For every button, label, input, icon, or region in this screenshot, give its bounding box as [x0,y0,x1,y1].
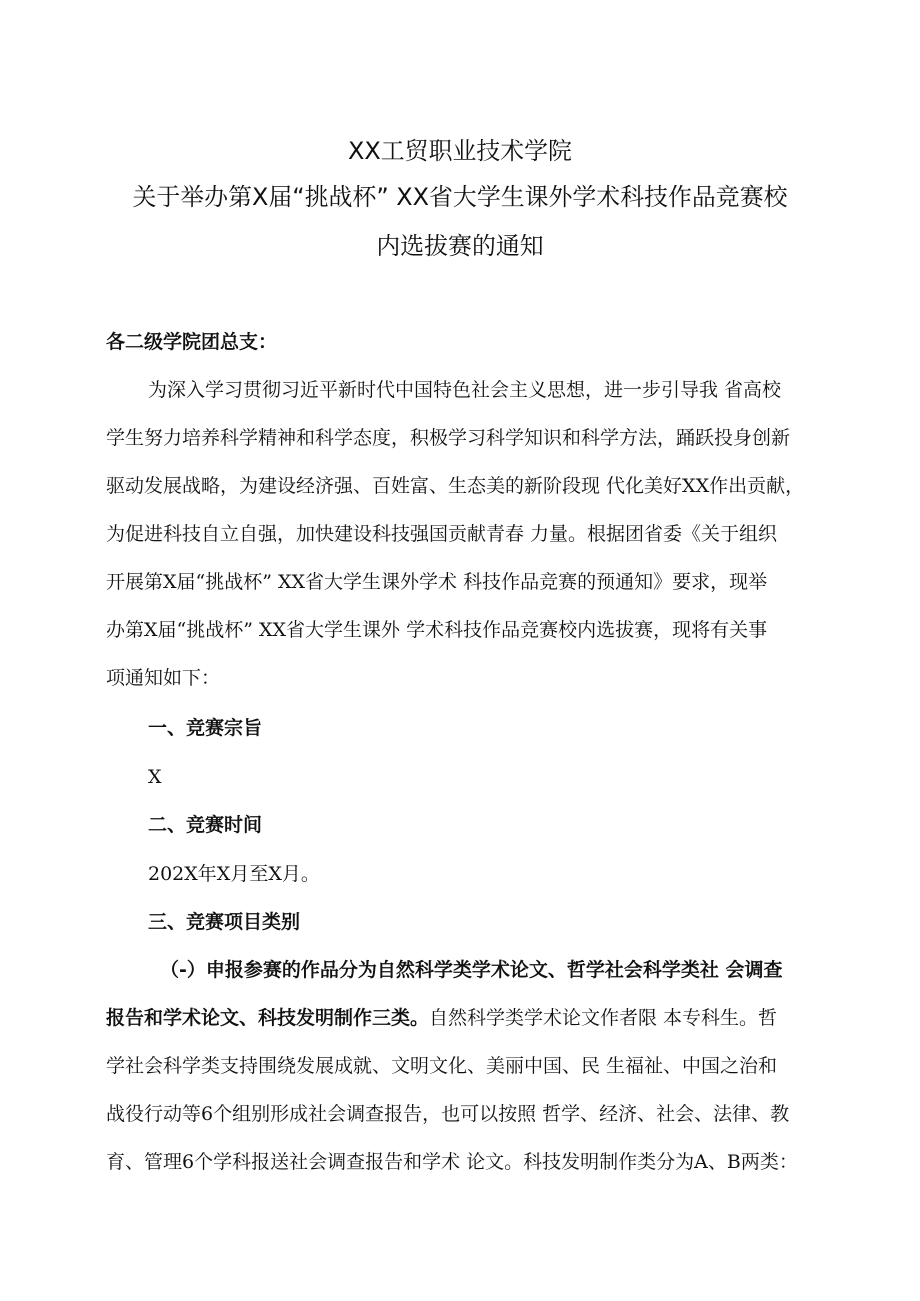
categories-line [106,1003,777,1033]
intro-line: 办第X届“挑战杯” XX省大学生课外 学术科技作品竞赛校内选拔赛，现将有关事 [106,619,768,641]
section-heading-categories: 三、竞赛项目类别 [148,911,301,933]
intro-line: 为促进科技自立自强，加快建设科技强国贡献青春 力量。根据团省委《关于组织 [106,523,778,545]
title-line-1: XX工贸职业技术学院 [348,137,572,165]
categories-line: 战役行动等6个组别形成社会调查报告，也可以按照 哲学、经济、社会、法律、教 [106,1103,790,1125]
section-content-time: 202X年X月至X月。 [148,863,320,885]
categories-bold-end: 报告和学术论文、科技发明制作三类。 [106,1007,430,1029]
section-heading-time: 二、竞赛时间 [148,814,263,836]
intro-line: 项通知如下： [106,667,221,689]
intro-line: 为深入学习贯彻习近平新时代中国特色社会主义思想，进一步引导我 省高校 [148,379,782,401]
title-line-2: 关于举办第X届“挑战杯” XX省大学生课外学术科技作品竞赛校 [132,183,788,211]
categories-line: 学社会科学类支持围绕发展成就、文明文化、美丽中国、民 生福祉、中国之治和 [106,1055,778,1077]
categories-line-rest: 自然科学类学术论文作者限 本专科生。哲 [429,1007,778,1029]
salutation: 各二级学院团总支： [106,331,278,353]
intro-line: 学生努力培养科学精神和科学态度，积极学习科学知识和科学方法，踊跃投身创新 [106,427,791,449]
intro-line: 驱动发展战略，为建设经济强、百姓富、生态美的新阶段现 代化美好XX作出贡献， [106,475,805,497]
categories-bold-line: （-）申报参赛的作品分为自然科学类学术论文、哲学社会科学类社 会调查 [160,959,783,981]
section-heading-purpose: 一、竞赛宗旨 [148,717,263,739]
section-content-purpose: X [148,766,162,788]
categories-line: 育、管理6个学科报送社会调查报告和学术 论文。科技发明制作类分为A、B两类： [106,1151,798,1173]
intro-line: 开展第X届“挑战杯” XX省大学生课外学术 科技作品竞赛的预通知》要求，现举 [106,571,768,593]
title-line-3: 内选拔赛的通知 [376,232,544,260]
